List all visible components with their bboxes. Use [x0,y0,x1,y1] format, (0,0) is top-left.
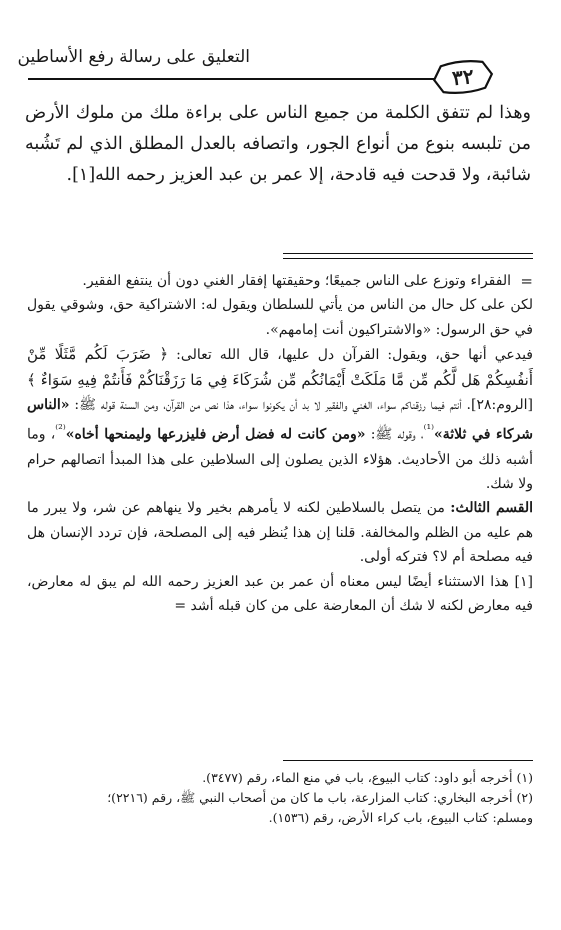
quran-verse: ﴿ ضَرَبَ لَكُم مَّثَلًا مِّنْ أَنفُسِكُمْ هَل لَّكُم مِّن مَّا مَلَكَتْ أَيْمَانُكُم مِّن شُرَكَاءَ فِي مَا رَزَقْنَاكُمْ فَأَنتُمْ فِيهِ سَوَاءٌ ﴾ [27,345,533,389]
header-rule [28,78,468,80]
paragraph-3-body: [الروم:٢٨]. أنتم فيما رزقناكم سواء، الغني والفقير لا بد أن يكونوا سواء، هذا نص من القرآن، ومن السنة قوله ﷺ: [69,397,533,414]
commentary-paragraph-2: لكن على كل حال من الناس من يأتي للسلطان ويقول له: الاشتراكية حق، وشوقي يقول في حق الرسول: «والاشتراكيون أنت إمامهم». [27,297,533,338]
footnote-ref-2[interactable]: ⁽²⁾ [55,422,66,437]
commentary-paragraph-5: [١] هذا الاستثناء أيضًا ليس معناه أن عمر بن عبد العزيز رحمه الله لم يبق له معارض، فيه معارض لكنه لا شك أن المعارضة على من كان قبله أشد = [27,573,533,614]
footnotes [27,768,533,828]
commentary-paragraph-4 [27,496,533,569]
page-number-badge [428,55,498,100]
section-label: القسم الثالث: [450,500,533,517]
footnote-ref-1[interactable]: ⁽¹⁾ [423,422,434,437]
paragraph-3-ending: ، وما أشبه ذلك من الأحاديث. هؤلاء الذين يصلون إلى السلاطين على هذا المبدأ اتصالهم حرام ولا شك. [27,427,533,492]
paragraph-3-connector: ، وقوله ﷺ: [365,427,424,444]
commentary-divider [283,253,533,259]
paragraph-3-intro: فيدعي أنها حق، ويقول: القرآن دل عليها، قال الله تعالى: [168,347,533,364]
footnote-2-continuation: ومسلم: كتاب البيوع، باب كراء الأرض، رقم (١٥٣٦). [268,810,533,825]
hadith-quote-2: «ومن كانت له فضل أرض فليزرعها وليمنحها أخاه» [65,427,366,444]
commentary-paragraph-3 [27,342,533,496]
running-header-title: التعليق على رسالة رفع الأساطين [17,47,250,67]
main-text [25,98,531,191]
footnote-1: (١) أخرجه أبو داود: كتاب البيوع، باب في منع الماء، رقم (٣٤٧٧). [202,770,533,785]
commentary-continuation [27,269,533,618]
hadith-quote-1: «الناس شركاء في ثلاثة» [27,397,533,444]
continuation-marker: = [520,272,533,290]
page-number: ٣٢ [451,63,475,91]
footnote-2: (٢) أخرجه البخاري: كتاب المزارعة، باب ما كان من أصحاب النبي ﷺ، رقم (٢٢١٦)؛ [107,790,533,805]
footnote-separator [283,760,533,761]
section-text: من يتصل بالسلاطين لكنه لا يأمرهم بخير ولا ينهاهم عن شر، ولا يبرر ما هم عليه من الظلم والمخالفة. قلنا إن هذا يُنظر فيه إلى المصلحة، فإن تردد الإنسان هل فيه مصلحة أم لا؟ فتركه أولى. [27,500,533,566]
main-paragraph: وهذا لم تتفق الكلمة من جميع الناس على براءة ملك من ملوك الأرض من تلبسه بنوع من أنواع الجور، واتصافه بالعدل المطلق الذي لم تَشُبه شائبة، ولا قدحت فيه قادحة، إلا عمر بن عبد العزيز رحمه الله[١]. [25,103,531,185]
commentary-paragraph-1: الفقراء وتوزع على الناس جميعًا؛ وحقيقتها إفقار الغني دون أن ينتفع الفقير. [82,273,511,289]
